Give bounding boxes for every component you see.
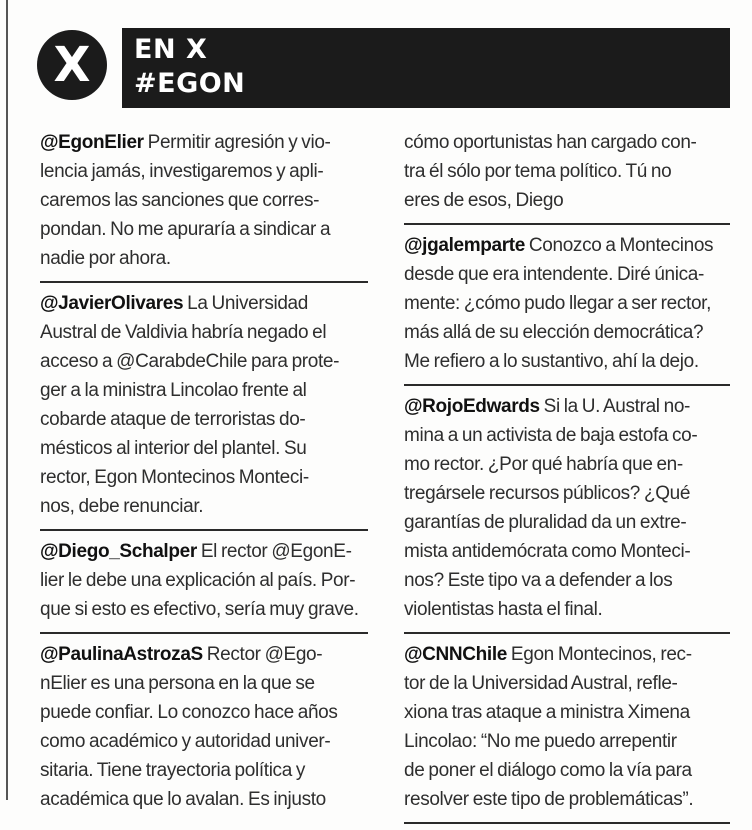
right-column-tweet	[404, 392, 730, 634]
tweet-text: violentistas hasta el final.	[404, 599, 603, 620]
tweet-text-line	[40, 289, 368, 318]
tweet-text-line	[40, 376, 368, 405]
section-header	[122, 28, 730, 108]
tweet-text: cobarde ataque de terroristas do-	[40, 409, 306, 430]
left-column	[40, 128, 368, 828]
tweet-text: desde que era intendente. Diré única-	[404, 264, 704, 285]
tweet-text-line	[40, 537, 368, 566]
left-column-tweet	[40, 289, 368, 531]
tweet-text: mina a un activista de baja estofa co-	[404, 425, 698, 446]
tweet-text-line	[404, 785, 730, 814]
tweet-text-line	[404, 698, 730, 727]
right-column-tweet	[404, 128, 730, 225]
tweet-text-line	[404, 231, 730, 260]
tweet-text: mista antidemócrata como Monteci-	[404, 541, 691, 562]
left-column-tweet	[40, 640, 368, 822]
tweet-text-line	[40, 566, 368, 595]
tweet-text-line	[40, 186, 368, 215]
tweet-text-line	[404, 640, 730, 669]
tweet-text: académica que lo avalan. Es injusto	[40, 789, 326, 810]
section-title: EN X	[134, 34, 208, 65]
tweet-text-line	[40, 244, 368, 273]
tweet-text-line	[404, 727, 730, 756]
tweet-text: nos? Este tipo va a defender a los	[404, 570, 673, 591]
tweet-text: Conozco a Montecinos	[524, 235, 714, 256]
tweet-text: sitaria. Tiene trayectoria política y	[40, 760, 306, 781]
tweet-text-line	[404, 318, 730, 347]
tweet-text-line	[40, 318, 368, 347]
tweet-text: Egon Montecinos, rec-	[507, 644, 692, 665]
tweet-text: Lincolao: “No me puedo arrepentir	[404, 731, 677, 752]
tweet-text: tregársele recursos públicos? ¿Qué	[404, 483, 691, 504]
tweet-text-line	[40, 128, 368, 157]
tweet-text: tor de la Universidad Austral, refle-	[404, 673, 678, 694]
tweet-text: ger a la ministra Lincolao frente al	[40, 380, 307, 401]
tweet-text-line	[40, 157, 368, 186]
tweet-text: Rector @Ego-	[202, 644, 323, 665]
tweet-text: resolver este tipo de problemáticas”.	[404, 789, 694, 810]
tweet-text-line	[404, 347, 730, 376]
tweet-text-line	[404, 479, 730, 508]
tweet-text-line	[404, 157, 730, 186]
tweet-text: El rector @EgonE-	[196, 541, 352, 562]
tweet-text-line	[404, 669, 730, 698]
tweet-text-line	[40, 640, 368, 669]
tweet-text-line	[40, 698, 368, 727]
tweet-text: tra él sólo por tema político. Tú no	[404, 161, 672, 182]
tweet-text-line	[404, 756, 730, 785]
tweet-text: puede confiar. Lo conozco hace años	[40, 702, 338, 723]
tweet-text: cómo oportunistas han cargado con-	[404, 132, 697, 153]
tweet-text: nadie por ahora.	[40, 248, 171, 269]
tweet-handle: @RojoEdwards	[404, 396, 540, 417]
tweet-text-line	[404, 508, 730, 537]
tweet-text-line	[404, 450, 730, 479]
tweet-text-line	[40, 215, 368, 244]
tweet-text: Me refiero a lo sustantivo, ahí la dejo.	[404, 351, 699, 372]
tweet-text: más allá de su elección democrática?	[404, 322, 704, 343]
tweet-text-line	[404, 289, 730, 318]
right-column	[404, 128, 730, 830]
tweet-text-line	[40, 727, 368, 756]
column-divider-line	[6, 0, 8, 800]
tweet-text-line	[404, 595, 730, 624]
right-column-tweet	[404, 640, 730, 824]
tweet-text-line	[40, 756, 368, 785]
tweet-text: Si la U. Austral no-	[539, 396, 691, 417]
tweet-text-line	[404, 566, 730, 595]
tweet-text: La Universidad	[183, 293, 308, 314]
tweet-text-line	[404, 421, 730, 450]
tweet-text: que si esto es efectivo, sería muy grave.	[40, 599, 359, 620]
left-column-tweet	[40, 128, 368, 283]
tweet-text: mente: ¿cómo pudo llegar a ser rector,	[404, 293, 712, 314]
tweet-text-line	[40, 434, 368, 463]
tweet-handle: @CNNChile	[404, 644, 507, 665]
tweet-handle: @EgonElier	[40, 132, 144, 153]
tweet-text-line	[40, 669, 368, 698]
tweet-text: mésticos al interior del plantel. Su	[40, 438, 307, 459]
tweet-text-line	[404, 392, 730, 421]
tweet-text: como académico y autoridad univer-	[40, 731, 331, 752]
tweet-text-line	[40, 595, 368, 624]
tweet-handle: @JavierOlivares	[40, 293, 184, 314]
tweet-handle: @jgalemparte	[404, 235, 525, 256]
tweet-text: acceso a @CarabdeChile para prote-	[40, 351, 340, 372]
tweet-text-line	[40, 347, 368, 376]
tweet-text: caremos las sanciones que corres-	[40, 190, 320, 211]
tweet-text: eres de esos, Diego	[404, 190, 564, 211]
tweet-text: Austral de Valdivia habría negado el	[40, 322, 327, 343]
tweet-text-line	[404, 537, 730, 566]
tweet-text: pondan. No me apuraría a sindicar a	[40, 219, 331, 240]
tweet-text: garantías de pluralidad da un extre-	[404, 512, 687, 533]
tweet-text-line	[40, 785, 368, 814]
right-column-tweet	[404, 231, 730, 386]
tweet-handle: @Diego_Schalper	[40, 541, 197, 562]
tweet-text: Permitir agresión y vio-	[143, 132, 331, 153]
tweet-text: mo rector. ¿Por qué habría que en-	[404, 454, 683, 475]
x-logo-icon: X	[37, 30, 107, 100]
tweet-text-line	[404, 260, 730, 289]
tweet-text: lier le debe una explicación al país. Por-	[40, 570, 356, 591]
tweet-text-line	[40, 463, 368, 492]
tweet-text-line	[40, 405, 368, 434]
tweet-handle: @PaulinaAstrozaS	[40, 644, 203, 665]
tweet-text-line	[40, 492, 368, 521]
tweet-text: nos, debe renunciar.	[40, 496, 204, 517]
section-hashtag: #EGON	[134, 68, 246, 99]
left-column-tweet	[40, 537, 368, 634]
tweet-text: de poner el diálogo como la vía para	[404, 760, 692, 781]
tweet-text-line	[404, 128, 730, 157]
tweet-text: xiona tras ataque a ministra Ximena	[404, 702, 690, 723]
tweet-text: rector, Egon Montecinos Monteci-	[40, 467, 309, 488]
tweet-text-line	[404, 186, 730, 215]
tweet-text: nElier es una persona en la que se	[40, 673, 315, 694]
tweet-text: lencia jamás, investigaremos y apli-	[40, 161, 324, 182]
